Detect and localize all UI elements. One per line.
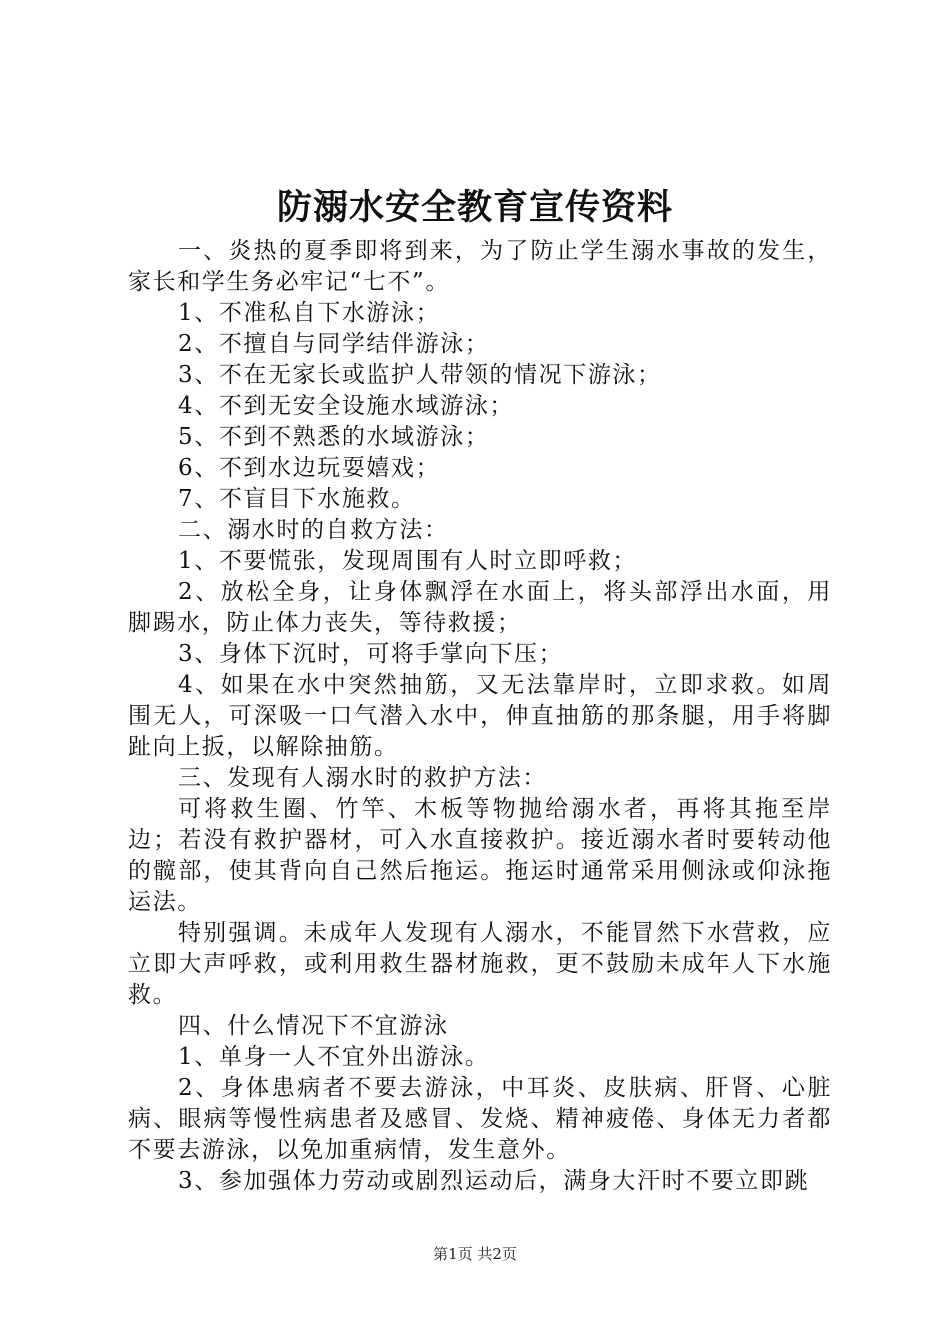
- paragraph: 特别强调。未成年人发现有人溺水，不能冒然下水营救，应立即大声呼救，或利用救生器材施救，更不鼓励未成年人下水施救。: [128, 920, 832, 1008]
- paragraph: 可将救生圈、竹竿、木板等物抛给溺水者，再将其拖至岸边；若没有救护器材，可入水直接救护。接近溺水者时要转动他的髋部，使其背向自己然后拖运。拖运时通常采用侧泳或仰泳拖运法。: [128, 796, 832, 915]
- paragraph: 3、参加强体力劳动或剧烈运动后，满身大汗时不要立即跳: [178, 1168, 810, 1194]
- paragraph: 5、不到不熟悉的水域游泳；: [178, 424, 490, 450]
- paragraph: 4、如果在水中突然抽筋，又无法靠岸时，立即求救。如周围无人，可深吸一口气潜入水中，伸直抽筋的那条腿，用手将脚趾向上扳，以解除抽筋。: [128, 672, 832, 760]
- paragraph: 四、什么情况下不宜游泳: [178, 1013, 449, 1039]
- paragraph: 1、不准私自下水游泳；: [178, 300, 441, 326]
- paragraph: 1、不要慌张，发现周围有人时立即呼救；: [178, 548, 638, 574]
- page-title: 防溺水安全教育宣传资料: [276, 187, 673, 228]
- paragraph: 一、炎热的夏季即将到来，为了防止学生溺水事故的发生，家长和学生务必牢记“七不”。: [128, 238, 832, 295]
- paragraph: 7、不盲目下水施救。: [178, 486, 416, 512]
- paragraph: 二、溺水时的自救方法：: [178, 517, 449, 543]
- paragraph: 2、放松全身，让身体飘浮在水面上，将头部浮出水面，用脚踢水，防止体力丧失，等待救援；: [128, 579, 832, 636]
- paragraph: 6、不到水边玩耍嬉戏；: [178, 455, 441, 481]
- paragraph: 3、不在无家长或监护人带领的情况下游泳；: [178, 362, 662, 388]
- document-body: [128, 236, 832, 1197]
- paragraph: 2、身体患病者不要去游泳，中耳炎、皮肤病、肝肾、心脏病、眼病等慢性病患者及感冒、发烧、精神疲倦、身体无力者都不要去游泳，以免加重病情，发生意外。: [128, 1075, 832, 1163]
- paragraph: 3、身体下沉时，可将手掌向下压；: [178, 641, 564, 667]
- paragraph: 4、不到无安全设施水域游泳；: [178, 393, 515, 419]
- paragraph: 三、发现有人溺水时的救护方法：: [178, 765, 547, 791]
- paragraph: 2、不擅自与同学结伴游泳；: [178, 331, 490, 357]
- page-number-footer: 第1页 共2页: [433, 1245, 517, 1263]
- paragraph: 1、单身一人不宜外出游泳。: [178, 1044, 490, 1070]
